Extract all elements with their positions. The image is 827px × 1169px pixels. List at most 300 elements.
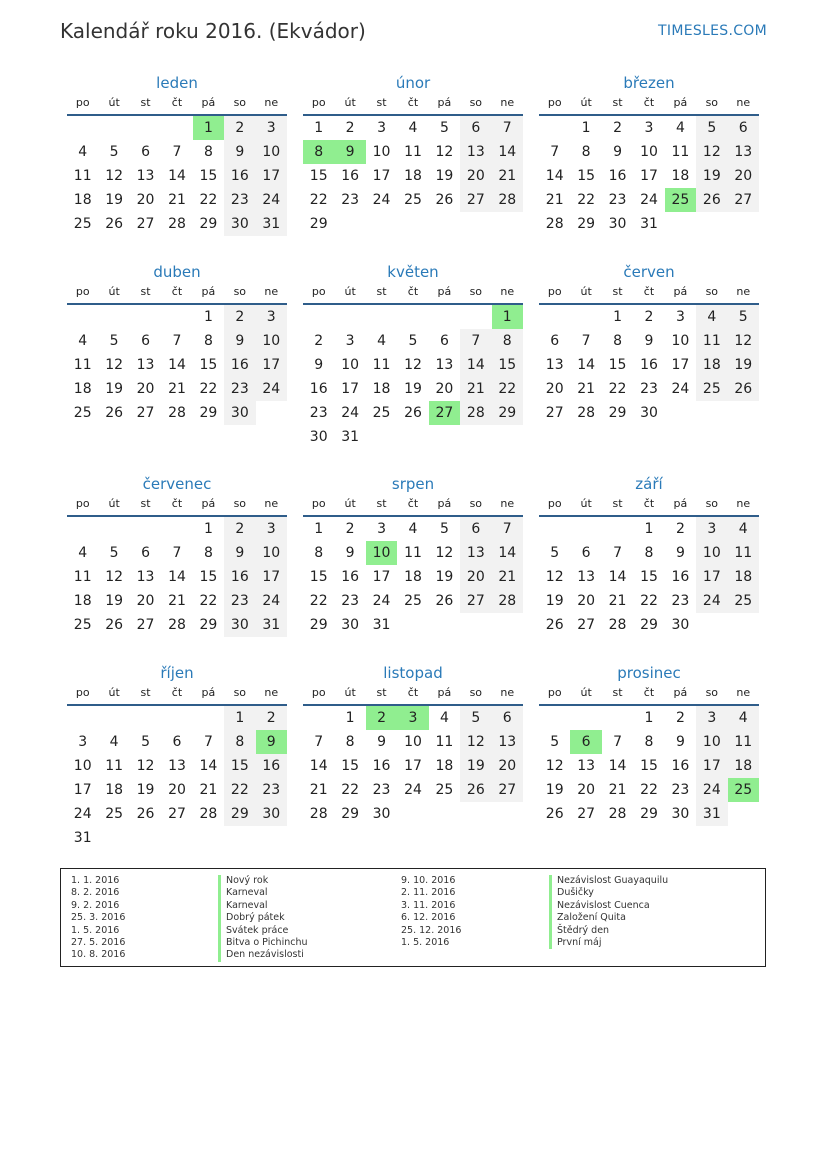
day-cell[interactable]: 7 xyxy=(172,545,182,561)
day-cell[interactable]: 20 xyxy=(577,593,596,609)
day-cell[interactable]: 23 xyxy=(309,405,328,421)
day-cell[interactable]: 14 xyxy=(168,168,186,184)
day-cell[interactable]: 17 xyxy=(73,782,92,798)
day-cell[interactable]: 1 xyxy=(203,521,213,537)
day-cell[interactable]: 17 xyxy=(256,164,287,188)
day-cell[interactable]: 13 xyxy=(435,357,454,373)
day-cell[interactable]: 26 xyxy=(105,617,124,633)
day-cell[interactable]: 3 xyxy=(345,333,355,349)
day-cell[interactable]: 3 xyxy=(377,120,387,136)
day-cell[interactable]: 20 xyxy=(136,192,155,208)
day-cell[interactable]: 19 xyxy=(435,168,454,184)
day-cell[interactable]: 27 xyxy=(577,617,596,633)
day-cell[interactable]: 28 xyxy=(168,617,186,633)
day-cell[interactable]: 16 xyxy=(671,758,690,774)
day-cell[interactable]: 24 xyxy=(696,778,727,802)
day-cell[interactable]: 27 xyxy=(168,806,186,822)
holiday-day-cell[interactable]: 1 xyxy=(193,116,224,140)
day-cell[interactable]: 29 xyxy=(608,405,627,421)
day-cell[interactable]: 8 xyxy=(613,333,623,349)
day-cell[interactable]: 8 xyxy=(314,545,324,561)
day-cell[interactable]: 27 xyxy=(136,216,155,232)
day-cell[interactable]: 7 xyxy=(550,144,560,160)
day-cell[interactable]: 2 xyxy=(345,120,355,136)
day-cell[interactable]: 14 xyxy=(309,758,328,774)
day-cell[interactable]: 4 xyxy=(377,333,387,349)
day-cell[interactable]: 10 xyxy=(256,140,287,164)
day-cell[interactable]: 26 xyxy=(435,593,454,609)
day-cell[interactable]: 10 xyxy=(256,541,287,565)
day-cell[interactable]: 3 xyxy=(377,521,387,537)
day-cell[interactable]: 5 xyxy=(109,144,119,160)
day-cell[interactable]: 2 xyxy=(613,120,623,136)
holiday-day-cell[interactable]: 2 xyxy=(366,706,397,730)
day-cell[interactable]: 18 xyxy=(73,192,92,208)
day-cell[interactable]: 8 xyxy=(203,333,213,349)
day-cell[interactable]: 31 xyxy=(372,617,391,633)
day-cell[interactable]: 13 xyxy=(136,168,155,184)
day-cell[interactable]: 18 xyxy=(671,168,690,184)
day-cell[interactable]: 23 xyxy=(341,192,360,208)
day-cell[interactable]: 23 xyxy=(224,377,255,401)
day-cell[interactable]: 4 xyxy=(78,545,88,561)
day-cell[interactable]: 28 xyxy=(577,405,596,421)
day-cell[interactable]: 18 xyxy=(696,353,727,377)
day-cell[interactable]: 2 xyxy=(644,309,654,325)
day-cell[interactable]: 6 xyxy=(492,706,523,730)
day-cell[interactable]: 2 xyxy=(675,710,685,726)
day-cell[interactable]: 12 xyxy=(460,730,491,754)
day-cell[interactable]: 5 xyxy=(728,305,759,329)
day-cell[interactable]: 17 xyxy=(696,754,727,778)
day-cell[interactable]: 6 xyxy=(439,333,449,349)
day-cell[interactable]: 28 xyxy=(309,806,328,822)
day-cell[interactable]: 10 xyxy=(640,144,658,160)
day-cell[interactable]: 11 xyxy=(404,545,422,561)
day-cell[interactable]: 2 xyxy=(224,517,255,541)
day-cell[interactable]: 21 xyxy=(492,164,523,188)
day-cell[interactable]: 8 xyxy=(224,730,255,754)
holiday-day-cell[interactable]: 6 xyxy=(570,730,601,754)
day-cell[interactable]: 5 xyxy=(460,706,491,730)
day-cell[interactable]: 5 xyxy=(550,734,560,750)
day-cell[interactable]: 1 xyxy=(203,309,213,325)
day-cell[interactable]: 21 xyxy=(608,782,627,798)
day-cell[interactable]: 16 xyxy=(372,758,391,774)
day-cell[interactable]: 1 xyxy=(314,521,324,537)
day-cell[interactable]: 24 xyxy=(696,589,727,613)
day-cell[interactable]: 4 xyxy=(78,144,88,160)
day-cell[interactable]: 28 xyxy=(168,405,186,421)
day-cell[interactable]: 14 xyxy=(492,140,523,164)
day-cell[interactable]: 29 xyxy=(199,216,218,232)
day-cell[interactable]: 20 xyxy=(460,164,491,188)
day-cell[interactable]: 28 xyxy=(199,806,218,822)
day-cell[interactable]: 7 xyxy=(492,116,523,140)
day-cell[interactable]: 27 xyxy=(728,188,759,212)
day-cell[interactable]: 23 xyxy=(372,782,391,798)
day-cell[interactable]: 7 xyxy=(613,734,623,750)
day-cell[interactable]: 21 xyxy=(168,192,186,208)
day-cell[interactable]: 25 xyxy=(404,593,422,609)
day-cell[interactable]: 23 xyxy=(224,188,255,212)
day-cell[interactable]: 7 xyxy=(172,333,182,349)
day-cell[interactable]: 25 xyxy=(728,589,759,613)
day-cell[interactable]: 9 xyxy=(675,545,685,561)
day-cell[interactable]: 24 xyxy=(404,782,422,798)
day-cell[interactable]: 30 xyxy=(640,405,658,421)
day-cell[interactable]: 28 xyxy=(608,617,627,633)
day-cell[interactable]: 25 xyxy=(435,782,454,798)
day-cell[interactable]: 26 xyxy=(435,192,454,208)
day-cell[interactable]: 23 xyxy=(671,782,690,798)
day-cell[interactable]: 26 xyxy=(404,405,422,421)
day-cell[interactable]: 24 xyxy=(341,405,360,421)
day-cell[interactable]: 5 xyxy=(109,545,119,561)
day-cell[interactable]: 6 xyxy=(460,116,491,140)
day-cell[interactable]: 20 xyxy=(545,381,564,397)
day-cell[interactable]: 29 xyxy=(199,617,218,633)
day-cell[interactable]: 24 xyxy=(256,188,287,212)
day-cell[interactable]: 31 xyxy=(696,802,727,826)
day-cell[interactable]: 10 xyxy=(696,730,727,754)
day-cell[interactable]: 5 xyxy=(439,521,449,537)
day-cell[interactable]: 29 xyxy=(341,806,360,822)
day-cell[interactable]: 3 xyxy=(675,309,685,325)
day-cell[interactable]: 31 xyxy=(256,212,287,236)
day-cell[interactable]: 30 xyxy=(341,617,360,633)
day-cell[interactable]: 18 xyxy=(73,593,92,609)
day-cell[interactable]: 19 xyxy=(136,782,155,798)
day-cell[interactable]: 6 xyxy=(581,545,591,561)
day-cell[interactable]: 30 xyxy=(256,802,287,826)
day-cell[interactable]: 4 xyxy=(78,333,88,349)
day-cell[interactable]: 16 xyxy=(341,168,360,184)
day-cell[interactable]: 30 xyxy=(608,216,627,232)
day-cell[interactable]: 25 xyxy=(696,377,727,401)
holiday-day-cell[interactable]: 1 xyxy=(492,305,523,329)
day-cell[interactable]: 22 xyxy=(492,377,523,401)
day-cell[interactable]: 31 xyxy=(73,830,92,846)
day-cell[interactable]: 10 xyxy=(73,758,92,774)
day-cell[interactable]: 11 xyxy=(73,569,92,585)
day-cell[interactable]: 17 xyxy=(696,565,727,589)
day-cell[interactable]: 6 xyxy=(141,545,151,561)
day-cell[interactable]: 3 xyxy=(256,305,287,329)
day-cell[interactable]: 1 xyxy=(345,710,355,726)
day-cell[interactable]: 13 xyxy=(577,758,596,774)
day-cell[interactable]: 30 xyxy=(224,212,255,236)
day-cell[interactable]: 15 xyxy=(199,569,218,585)
day-cell[interactable]: 12 xyxy=(435,144,454,160)
day-cell[interactable]: 23 xyxy=(671,593,690,609)
day-cell[interactable]: 30 xyxy=(671,617,690,633)
day-cell[interactable]: 4 xyxy=(408,521,418,537)
holiday-day-cell[interactable]: 8 xyxy=(303,140,334,164)
day-cell[interactable]: 7 xyxy=(314,734,324,750)
day-cell[interactable]: 29 xyxy=(492,401,523,425)
day-cell[interactable]: 9 xyxy=(224,140,255,164)
day-cell[interactable]: 30 xyxy=(224,401,255,425)
day-cell[interactable]: 29 xyxy=(309,617,328,633)
day-cell[interactable]: 5 xyxy=(408,333,418,349)
day-cell[interactable]: 21 xyxy=(545,192,564,208)
day-cell[interactable]: 20 xyxy=(728,164,759,188)
day-cell[interactable]: 26 xyxy=(545,617,564,633)
day-cell[interactable]: 12 xyxy=(696,140,727,164)
day-cell[interactable]: 22 xyxy=(199,593,218,609)
day-cell[interactable]: 21 xyxy=(577,381,596,397)
day-cell[interactable]: 1 xyxy=(314,120,324,136)
day-cell[interactable]: 13 xyxy=(168,758,186,774)
day-cell[interactable]: 3 xyxy=(644,120,654,136)
day-cell[interactable]: 17 xyxy=(640,168,658,184)
day-cell[interactable]: 14 xyxy=(199,758,218,774)
day-cell[interactable]: 14 xyxy=(577,357,596,373)
day-cell[interactable]: 27 xyxy=(136,405,155,421)
day-cell[interactable]: 15 xyxy=(309,569,328,585)
day-cell[interactable]: 20 xyxy=(168,782,186,798)
day-cell[interactable]: 2 xyxy=(224,305,255,329)
day-cell[interactable]: 19 xyxy=(696,164,727,188)
day-cell[interactable]: 21 xyxy=(168,381,186,397)
day-cell[interactable]: 17 xyxy=(404,758,422,774)
day-cell[interactable]: 4 xyxy=(675,120,685,136)
day-cell[interactable]: 13 xyxy=(460,140,491,164)
day-cell[interactable]: 9 xyxy=(224,329,255,353)
day-cell[interactable]: 10 xyxy=(404,734,422,750)
day-cell[interactable]: 14 xyxy=(168,569,186,585)
day-cell[interactable]: 26 xyxy=(136,806,155,822)
day-cell[interactable]: 6 xyxy=(172,734,182,750)
day-cell[interactable]: 22 xyxy=(341,782,360,798)
day-cell[interactable]: 25 xyxy=(105,806,124,822)
day-cell[interactable]: 10 xyxy=(341,357,360,373)
day-cell[interactable]: 8 xyxy=(203,545,213,561)
holiday-day-cell[interactable]: 25 xyxy=(665,188,696,212)
day-cell[interactable]: 15 xyxy=(608,357,627,373)
day-cell[interactable]: 18 xyxy=(73,381,92,397)
day-cell[interactable]: 14 xyxy=(545,168,564,184)
day-cell[interactable]: 10 xyxy=(671,333,690,349)
day-cell[interactable]: 16 xyxy=(608,168,627,184)
day-cell[interactable]: 9 xyxy=(675,734,685,750)
day-cell[interactable]: 10 xyxy=(372,144,391,160)
day-cell[interactable]: 17 xyxy=(372,168,391,184)
day-cell[interactable]: 4 xyxy=(439,710,449,726)
day-cell[interactable]: 23 xyxy=(640,381,658,397)
day-cell[interactable]: 22 xyxy=(199,381,218,397)
day-cell[interactable]: 15 xyxy=(199,357,218,373)
day-cell[interactable]: 29 xyxy=(224,802,255,826)
day-cell[interactable]: 4 xyxy=(728,517,759,541)
day-cell[interactable]: 11 xyxy=(728,541,759,565)
day-cell[interactable]: 26 xyxy=(105,405,124,421)
day-cell[interactable]: 17 xyxy=(341,381,360,397)
day-cell[interactable]: 27 xyxy=(545,405,564,421)
day-cell[interactable]: 16 xyxy=(256,754,287,778)
day-cell[interactable]: 12 xyxy=(136,758,155,774)
day-cell[interactable]: 18 xyxy=(404,569,422,585)
day-cell[interactable]: 25 xyxy=(73,405,92,421)
day-cell[interactable]: 12 xyxy=(545,569,564,585)
day-cell[interactable]: 10 xyxy=(256,329,287,353)
day-cell[interactable]: 5 xyxy=(141,734,151,750)
day-cell[interactable]: 17 xyxy=(372,569,391,585)
day-cell[interactable]: 20 xyxy=(577,782,596,798)
day-cell[interactable]: 18 xyxy=(435,758,454,774)
day-cell[interactable]: 27 xyxy=(460,589,491,613)
day-cell[interactable]: 28 xyxy=(492,188,523,212)
day-cell[interactable]: 24 xyxy=(671,381,690,397)
day-cell[interactable]: 11 xyxy=(671,144,690,160)
day-cell[interactable]: 23 xyxy=(224,589,255,613)
day-cell[interactable]: 7 xyxy=(581,333,591,349)
day-cell[interactable]: 16 xyxy=(309,381,328,397)
day-cell[interactable]: 24 xyxy=(640,192,658,208)
day-cell[interactable]: 12 xyxy=(404,357,422,373)
day-cell[interactable]: 8 xyxy=(203,144,213,160)
day-cell[interactable]: 11 xyxy=(696,329,727,353)
day-cell[interactable]: 15 xyxy=(341,758,360,774)
holiday-day-cell[interactable]: 3 xyxy=(397,706,428,730)
day-cell[interactable]: 27 xyxy=(136,617,155,633)
day-cell[interactable]: 15 xyxy=(199,168,218,184)
day-cell[interactable]: 28 xyxy=(492,589,523,613)
day-cell[interactable]: 19 xyxy=(435,569,454,585)
day-cell[interactable]: 13 xyxy=(728,140,759,164)
day-cell[interactable]: 21 xyxy=(199,782,218,798)
day-cell[interactable]: 29 xyxy=(640,806,658,822)
day-cell[interactable]: 28 xyxy=(545,216,564,232)
day-cell[interactable]: 9 xyxy=(224,541,255,565)
day-cell[interactable]: 18 xyxy=(728,754,759,778)
day-cell[interactable]: 11 xyxy=(435,734,454,750)
day-cell[interactable]: 17 xyxy=(671,357,690,373)
day-cell[interactable]: 19 xyxy=(545,593,564,609)
day-cell[interactable]: 19 xyxy=(728,353,759,377)
day-cell[interactable]: 26 xyxy=(696,188,727,212)
day-cell[interactable]: 22 xyxy=(309,593,328,609)
day-cell[interactable]: 20 xyxy=(492,754,523,778)
day-cell[interactable]: 16 xyxy=(224,164,255,188)
day-cell[interactable]: 29 xyxy=(640,617,658,633)
day-cell[interactable]: 30 xyxy=(671,806,690,822)
day-cell[interactable]: 26 xyxy=(105,216,124,232)
day-cell[interactable]: 30 xyxy=(372,806,391,822)
day-cell[interactable]: 14 xyxy=(608,569,627,585)
day-cell[interactable]: 28 xyxy=(168,216,186,232)
day-cell[interactable]: 12 xyxy=(105,357,124,373)
day-cell[interactable]: 20 xyxy=(460,565,491,589)
day-cell[interactable]: 15 xyxy=(577,168,596,184)
day-cell[interactable]: 13 xyxy=(492,730,523,754)
day-cell[interactable]: 22 xyxy=(309,192,328,208)
day-cell[interactable]: 27 xyxy=(460,188,491,212)
day-cell[interactable]: 24 xyxy=(256,377,287,401)
day-cell[interactable]: 22 xyxy=(224,778,255,802)
day-cell[interactable]: 16 xyxy=(640,357,658,373)
day-cell[interactable]: 16 xyxy=(671,569,690,585)
day-cell[interactable]: 14 xyxy=(492,541,523,565)
day-cell[interactable]: 9 xyxy=(314,357,324,373)
holiday-day-cell[interactable]: 9 xyxy=(256,730,287,754)
day-cell[interactable]: 24 xyxy=(256,589,287,613)
holiday-day-cell[interactable]: 27 xyxy=(429,401,460,425)
day-cell[interactable]: 11 xyxy=(728,730,759,754)
day-cell[interactable]: 14 xyxy=(608,758,627,774)
day-cell[interactable]: 6 xyxy=(728,116,759,140)
day-cell[interactable]: 5 xyxy=(109,333,119,349)
day-cell[interactable]: 8 xyxy=(492,329,523,353)
day-cell[interactable]: 12 xyxy=(105,168,124,184)
holiday-day-cell[interactable]: 10 xyxy=(366,541,397,565)
day-cell[interactable]: 24 xyxy=(372,593,391,609)
day-cell[interactable]: 30 xyxy=(309,429,328,445)
day-cell[interactable]: 13 xyxy=(460,541,491,565)
day-cell[interactable]: 21 xyxy=(492,565,523,589)
day-cell[interactable]: 15 xyxy=(224,754,255,778)
day-cell[interactable]: 27 xyxy=(577,806,596,822)
day-cell[interactable]: 16 xyxy=(341,569,360,585)
day-cell[interactable]: 4 xyxy=(109,734,119,750)
day-cell[interactable]: 8 xyxy=(581,144,591,160)
day-cell[interactable]: 7 xyxy=(172,144,182,160)
day-cell[interactable]: 21 xyxy=(608,593,627,609)
day-cell[interactable]: 25 xyxy=(73,216,92,232)
day-cell[interactable]: 19 xyxy=(105,593,124,609)
day-cell[interactable]: 7 xyxy=(460,329,491,353)
day-cell[interactable]: 19 xyxy=(460,754,491,778)
day-cell[interactable]: 20 xyxy=(136,381,155,397)
day-cell[interactable]: 11 xyxy=(372,357,391,373)
day-cell[interactable]: 22 xyxy=(608,381,627,397)
brand-link[interactable]: TIMESLES.COM xyxy=(658,23,767,39)
day-cell[interactable]: 13 xyxy=(136,569,155,585)
day-cell[interactable]: 25 xyxy=(404,192,422,208)
day-cell[interactable]: 4 xyxy=(696,305,727,329)
day-cell[interactable]: 30 xyxy=(224,613,255,637)
day-cell[interactable]: 9 xyxy=(613,144,623,160)
day-cell[interactable]: 8 xyxy=(644,545,654,561)
day-cell[interactable]: 6 xyxy=(141,333,151,349)
day-cell[interactable]: 1 xyxy=(581,120,591,136)
day-cell[interactable]: 23 xyxy=(341,593,360,609)
day-cell[interactable]: 14 xyxy=(460,353,491,377)
day-cell[interactable]: 6 xyxy=(141,144,151,160)
day-cell[interactable]: 26 xyxy=(460,778,491,802)
day-cell[interactable]: 13 xyxy=(545,357,564,373)
day-cell[interactable]: 18 xyxy=(372,381,391,397)
day-cell[interactable]: 14 xyxy=(168,357,186,373)
day-cell[interactable]: 31 xyxy=(341,429,360,445)
day-cell[interactable]: 22 xyxy=(640,593,658,609)
day-cell[interactable]: 9 xyxy=(644,333,654,349)
day-cell[interactable]: 3 xyxy=(78,734,88,750)
day-cell[interactable]: 15 xyxy=(492,353,523,377)
day-cell[interactable]: 20 xyxy=(136,593,155,609)
day-cell[interactable]: 28 xyxy=(608,806,627,822)
day-cell[interactable]: 2 xyxy=(345,521,355,537)
day-cell[interactable]: 8 xyxy=(345,734,355,750)
day-cell[interactable]: 13 xyxy=(136,357,155,373)
day-cell[interactable]: 2 xyxy=(314,333,324,349)
day-cell[interactable]: 31 xyxy=(256,613,287,637)
day-cell[interactable]: 15 xyxy=(640,569,658,585)
day-cell[interactable]: 1 xyxy=(644,521,654,537)
day-cell[interactable]: 1 xyxy=(613,309,623,325)
day-cell[interactable]: 29 xyxy=(577,216,596,232)
